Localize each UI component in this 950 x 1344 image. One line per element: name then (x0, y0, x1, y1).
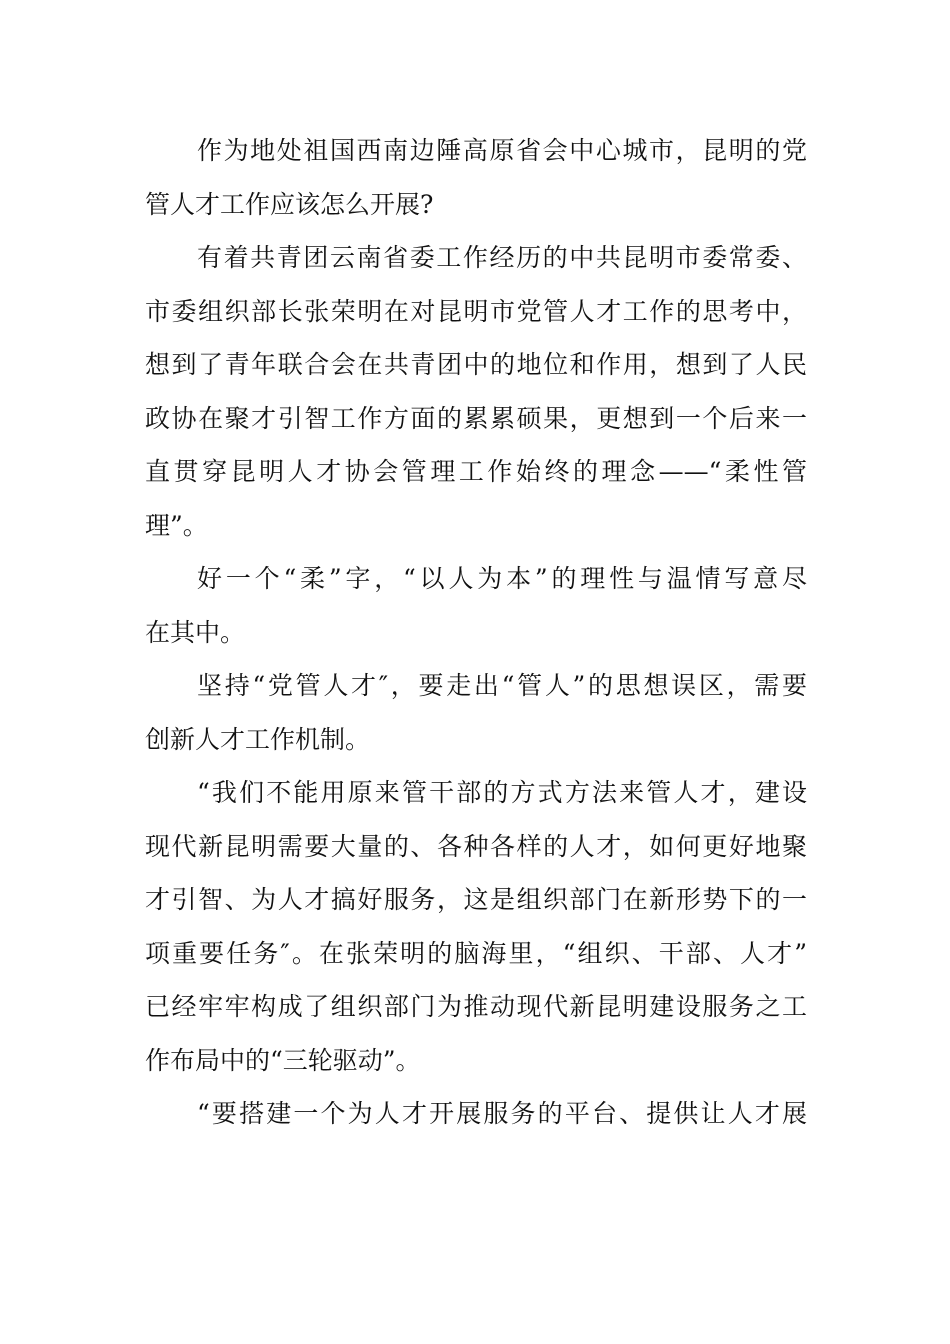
paragraph-3-line-2: 在其中。 (145, 617, 246, 647)
paragraph-2-line-1: 有着共青团云南省委工作经历的中共昆明市委常委、 (197, 243, 807, 272)
paragraph-5-line-2: 现代新昆明需要大量的、各种各样的人才，如何更好地聚 (145, 831, 807, 861)
paragraph-6-line-1: “要搭建一个为人才开展服务的平台、提供让人才展 (197, 1099, 807, 1128)
paragraph-2-line-6: 理”。 (145, 510, 208, 540)
paragraph-5-line-3: 才引智、为人才搞好服务，这是组织部门在新形势下的一 (145, 885, 807, 914)
paragraph-3-line-1: 好一个“柔”字，“以人为本”的理性与温情写意尽 (197, 564, 807, 593)
paragraph-4-line-2: 创新人才工作机制。 (145, 724, 371, 754)
paragraph-2-line-5: 直贯穿昆明人才协会管理工作始终的理念——“柔性管 (145, 457, 807, 486)
paragraph-1-line-1: 作为地处祖国西南边陲高原省会中心城市，昆明的党 (197, 136, 807, 165)
paragraph-5-line-1: “我们不能用原来管干部的方式方法来管人才，建设 (197, 778, 807, 807)
paragraph-5-line-5: 已经牢牢构成了组织部门为推动现代新昆明建设服务之工 (145, 992, 807, 1021)
article-body (145, 124, 807, 1141)
paragraph-5-line-4: 项重要任务″。在张荣明的脑海里，“组织、干部、人才” (145, 938, 807, 968)
paragraph-1-line-2: 管人才工作应该怎么开展? (145, 189, 434, 219)
paragraph-5-line-6: 作布局中的“三轮驱动”。 (145, 1045, 421, 1075)
paragraph-2-line-4: 政协在聚才引智工作方面的累累硕果，更想到一个后来一 (145, 403, 807, 433)
paragraph-4-line-1: 坚持“党管人才″，要走出“管人”的思想误区，需要 (197, 671, 807, 700)
paragraph-2-line-2: 市委组织部长张荣明在对昆明市党管人才工作的思考中， (145, 296, 807, 326)
paragraph-2-line-3: 想到了青年联合会在共青团中的地位和作用，想到了人民 (145, 350, 807, 379)
